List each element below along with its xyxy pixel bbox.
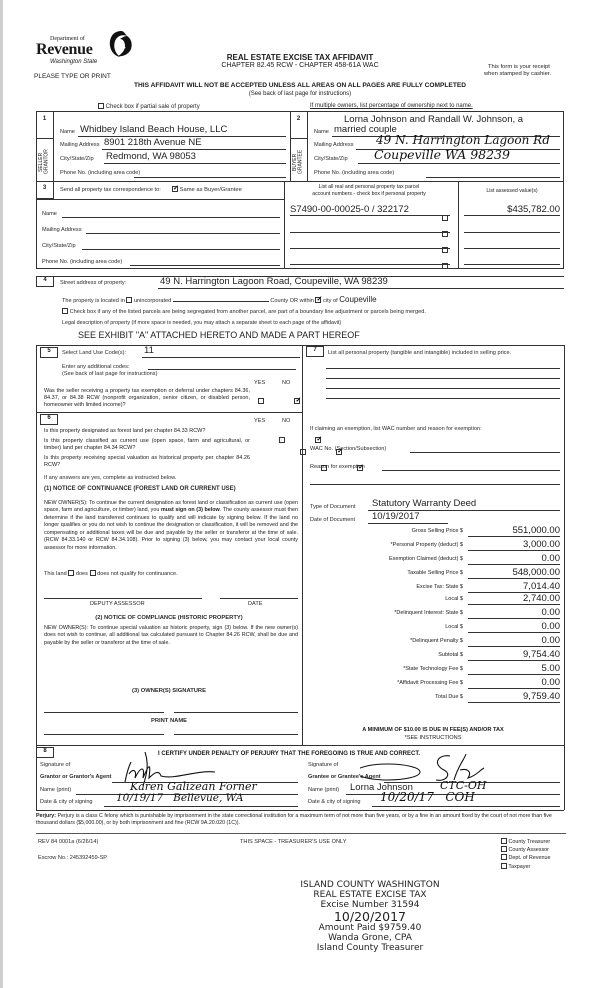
assessed-value-line xyxy=(464,264,560,265)
correspondence-mailing-line[interactable] xyxy=(86,233,280,234)
stamp-tax-type: REAL ESTATE EXCISE TAX xyxy=(313,890,427,900)
perjury-certification: I CERTIFY UNDER PENALTY OF PERJURY THAT THE FOREGOING IS TRUE AND CORRECT. xyxy=(158,751,421,757)
affidavit-processing-fee-field[interactable]: 0.00 xyxy=(468,677,560,689)
minimum-fee-note: A MINIMUM OF $10.00 IS DUE IN FEE(S) AND/OR TAX xyxy=(362,727,504,733)
seller-city-line xyxy=(104,163,286,164)
correspondence-city-label: City/State/Zip xyxy=(42,243,76,249)
buyer-city-label: City/State/Zip xyxy=(314,156,348,162)
gross-selling-price-field[interactable]: 551,000.00 xyxy=(468,525,560,537)
exemption-label: If claiming an exemption, list WAC number and reason for exemption: xyxy=(310,426,482,432)
does-qualify-checkbox[interactable] xyxy=(68,570,74,576)
grantor-date-line xyxy=(104,806,298,807)
dor-logo xyxy=(36,32,136,72)
county-blank[interactable] xyxy=(173,301,269,302)
lower-frame-left xyxy=(36,345,37,810)
county-assessor-checkbox[interactable] xyxy=(501,846,507,852)
assessed-value-line xyxy=(464,248,560,249)
same-as-buyer xyxy=(172,186,242,193)
partial-sale-checkbox[interactable] xyxy=(98,103,104,109)
section-5-no-header: NO xyxy=(282,380,291,386)
stamp-amount-paid: Amount Paid $9759.40 xyxy=(318,923,422,933)
section-1 xyxy=(36,111,290,181)
buyer-city-field[interactable]: Coupeville WA 98239 xyxy=(374,147,510,162)
please-type-or-print: PLEASE TYPE OR PRINT xyxy=(34,73,111,80)
additional-codes-line[interactable] xyxy=(148,369,296,370)
notice-continuance-text: NEW OWNER(S): To continue the current designation as forest land or classification as current use (open space, farm and agriculture, or timber) land, you must sign on (3) below. The county assessor must then determine if the land transferred continues to qualify and will indicate by signing below. If the land no longer qualifies or you do not wish to continue the designation or classification, it will be removed and the compensating or additional taxes will be due and payable by the seller or transferor at the time of sale. (RCW 84.33.140 or RCW 84.34.108). Prior to signing (3) below, you may contact your local county assessor for more information. xyxy=(44,500,298,551)
send-correspondence-label: Send all property tax correspondence to: xyxy=(60,187,161,193)
form-subtitle: CHAPTER 82.45 RCW - CHAPTER 458-61A WAC xyxy=(221,62,379,69)
buyer-phone-label: Phone No. (including area code) xyxy=(314,170,395,176)
assessed-value-line xyxy=(464,215,560,216)
section-7-number-box xyxy=(306,346,324,357)
scan-edge xyxy=(0,0,3,988)
exemption-reason-line-2[interactable] xyxy=(310,484,560,485)
segregated-row xyxy=(62,308,426,315)
treasurer-stamp xyxy=(270,880,470,953)
personal-property-label: List all personal property (tangible and intangible) included in selling price. xyxy=(328,350,512,356)
forest-land-no-checkbox[interactable] xyxy=(315,437,321,443)
section-8-top-line xyxy=(36,745,564,746)
unincorporated-checkbox[interactable] xyxy=(126,297,132,303)
section-6-number: 6 xyxy=(47,415,51,421)
legal-description-label: Legal description of property (if more space is needed, you may attach a separate sheet to each page of the affidavit) xyxy=(62,320,342,326)
section-3 xyxy=(36,181,284,269)
tax-row-delinquent-interest-local: Local $ 0.00 xyxy=(445,621,560,632)
current-use-question: Is this property classified as current use (open space, farm and agricultural, or timber) land per chapter 84.34 RCW? xyxy=(44,438,250,452)
grantor-date-label: Date & city of signing xyxy=(40,799,93,805)
grantee-date-city-field[interactable]: 10/20/17 COH xyxy=(380,790,475,804)
deputy-assessor-label: DEPUTY ASSESSOR xyxy=(90,601,145,607)
perjury-bottom-line xyxy=(36,833,566,834)
section-6-yes-header: YES xyxy=(254,418,266,424)
dor-swirl-logo-icon xyxy=(108,30,134,58)
personal-property-line[interactable] xyxy=(326,378,560,379)
assessed-value-field[interactable]: $435,782.00 xyxy=(507,204,560,215)
seller-phone-line xyxy=(134,177,286,178)
grantor-name-label: Name (print) xyxy=(40,787,72,793)
assessor-date-label: DATE xyxy=(248,601,263,607)
segregated-label: Check box if any of the listed parcels are being segregated from another parcel, are part of a boundary line adjustment or parcels being merged. xyxy=(69,309,426,315)
seller-phone-label: Phone No. (including area code) xyxy=(60,170,141,176)
wac-number-label: WAC No. (Section/Subsection) xyxy=(310,446,387,452)
distribution-item: Taxpayer xyxy=(501,863,550,871)
parcel-account-line xyxy=(290,248,450,249)
taxpayer-checkbox[interactable] xyxy=(501,863,507,869)
personal-property-line[interactable] xyxy=(326,388,560,389)
distribution-item: County Treasurer xyxy=(501,838,550,846)
section-6-top-line xyxy=(36,412,302,413)
perjury-label: Perjury: xyxy=(36,813,57,819)
parcel-header: List all real and personal property tax parcel account numbers - check box if personal property xyxy=(312,184,426,197)
parcel-row xyxy=(284,234,564,250)
tax-row-gross-selling-price: Gross Selling Price $ 551,000.00 xyxy=(411,525,560,536)
if-yes-instruction: If any answers are yes, complete as instructed below. xyxy=(44,475,177,481)
stamp-date: 10/20/2017 xyxy=(333,909,407,924)
taxable-selling-price-field[interactable]: 548,000.00 xyxy=(468,567,560,579)
additional-codes-note: (See back of last page for instructions) xyxy=(62,371,158,377)
grantee-name-note[interactable]: CTC-OH xyxy=(440,779,487,792)
tax-row-total-due: Total Due $ 9,759.40 xyxy=(435,691,560,702)
owner-signature-line-1[interactable] xyxy=(44,712,164,713)
buyer-mailing-field[interactable]: 49 N. Harrington Lagoon Rd xyxy=(376,133,550,147)
exemption-reason-label: Reason for exemption xyxy=(310,464,365,470)
county-treasurer-checkbox[interactable] xyxy=(501,838,507,844)
correspondence-phone-line[interactable] xyxy=(130,265,280,266)
city-checkbox[interactable] xyxy=(315,297,321,303)
correspondence-phone-label: Phone No. (including area code) xyxy=(42,259,123,265)
land-use-field[interactable]: 11 xyxy=(144,345,154,356)
seller-name-label: Name xyxy=(60,129,75,135)
buyer-name-field-line2[interactable]: married couple xyxy=(334,124,397,135)
partial-sale-label: Check box if partial sale of property xyxy=(105,104,200,110)
lower-frame-top xyxy=(36,345,564,346)
city-of-label: city of xyxy=(323,298,338,304)
owner-signature-title: (3) OWNER(S) SIGNATURE xyxy=(132,688,206,694)
notice-compliance-text: NEW OWNER(S): To continue special valuation as historic property, sign (3) below. If the new owner(s) does not wish to continue, all additional tax calculated pursuant to Chapter 84.26 RCW, shall be due and payable by the seller or transferor at the time of sale. xyxy=(44,625,298,646)
parcel-row xyxy=(284,250,564,266)
tax-row-delinquent-interest-state: *Delinquent Interest: State $ 0.00 xyxy=(394,607,560,618)
grantee-name-label: Name (print) xyxy=(308,787,340,793)
dept-revenue-checkbox[interactable] xyxy=(501,854,507,860)
distribution-item: Dept. of Revenue xyxy=(501,854,550,862)
buyer-phone-line xyxy=(426,177,560,178)
exemption-reason-line[interactable] xyxy=(382,470,560,471)
distribution-item: County Assessor xyxy=(501,846,550,854)
assessor-date-line[interactable] xyxy=(220,598,298,599)
correspondence-city-line[interactable] xyxy=(82,249,280,250)
multiple-owners-note: If multiple owners, list percentage of ownership next to name. xyxy=(310,103,473,109)
section-3-header-line xyxy=(36,199,284,200)
does-label: does xyxy=(75,571,88,577)
treasurer-use-only: THIS SPACE - TREASURER'S USE ONLY xyxy=(240,839,347,845)
seller-exemption-no-checkbox[interactable] xyxy=(294,398,300,404)
stamp-treasurer-name: Wanda Grone, CPA xyxy=(328,933,412,943)
does-not-qualify-label: does not qualify for continuance. xyxy=(97,571,178,577)
escrow-number: Escrow No.: 245392459-SP xyxy=(38,855,108,861)
distribution-list xyxy=(501,838,550,871)
excise-tax-local-field[interactable]: 2,740.00 xyxy=(468,593,560,605)
section-4-number-box xyxy=(36,276,54,287)
document-type-field[interactable]: Statutory Warranty Deed xyxy=(372,498,477,509)
section-2-number-cell xyxy=(290,111,308,139)
tax-row-affidavit-processing-fee: *Affidavit Processing Fee $ 0.00 xyxy=(397,677,560,688)
section-1-number: 1 xyxy=(42,116,47,122)
subtotal-field[interactable]: 9,754.40 xyxy=(468,649,560,661)
stamp-county: ISLAND COUNTY WASHINGTON xyxy=(300,880,440,890)
print-name-line-1[interactable] xyxy=(44,734,164,735)
excise-tax-state-field[interactable]: 7,014.40 xyxy=(468,581,560,593)
section-8-bottom-line xyxy=(36,810,564,811)
land-use-line xyxy=(142,357,300,358)
form-revision: REV 84 0001a (6/26/14) xyxy=(38,839,99,845)
section-2 xyxy=(290,111,564,181)
property-location-row xyxy=(62,295,377,304)
correspondence-name-label: Name xyxy=(42,211,57,217)
seller-exemption-question: Was the seller receiving a property tax exemption or deferral under chapters 84.36, 84.37, or 84.38 RCW (nonprofit organization, senior citizen, or disabled person, homeowner with limited income)? xyxy=(44,388,250,409)
legal-description-field[interactable]: SEE EXHIBIT "A" ATTACHED HERETO AND MADE A PART HEREOF xyxy=(78,330,360,340)
street-address-line xyxy=(158,288,564,289)
section-5-number: 5 xyxy=(47,348,51,354)
additional-codes-label: Enter any additional codes: xyxy=(62,364,130,370)
grantee-signature-label-2: Grantee or Grantee's Agent xyxy=(308,774,381,780)
perjury-text: Perjury is a class C felony which is punishable by imprisonment in the state correctional institution for a maximum term of not more than five years, or by a fine in an amount fixed by the court of not more than five thousand dollars ($5,000.00), or by both imprisonment and fine (RCW 9A.20.020 (1C)). xyxy=(36,813,552,827)
grantee-name-field[interactable]: Lorna Johnson xyxy=(350,782,413,793)
parcel-account-line xyxy=(290,232,450,233)
section-3-number-cell xyxy=(36,181,54,199)
grantee-date-line xyxy=(372,806,560,807)
receipt-note-1: This form is your receipt xyxy=(488,64,550,70)
parcel-account-line xyxy=(290,215,450,216)
grantor-signature-label-2: Grantor or Grantor's Agent xyxy=(40,774,112,780)
document-type-label: Type of Document xyxy=(310,504,356,510)
seller-mailing-line xyxy=(102,149,286,150)
see-instructions-note: *SEE INSTRUCTIONS xyxy=(404,735,462,741)
print-name-line-2[interactable] xyxy=(174,734,298,735)
tax-row-taxable-selling-price: Taxable Selling Price $ 548,000.00 xyxy=(407,567,560,578)
section-8-number-box xyxy=(36,747,54,758)
grantor-date-city-field[interactable]: 10/19/17 Bellevue, WA xyxy=(116,792,244,804)
buyer-name-field-line1[interactable]: Lorna Johnson and Randall W. Johnson, a xyxy=(344,114,524,125)
parcel-row xyxy=(284,201,564,217)
tax-row-state-technology-fee: *State Technology Fee $ 5.00 xyxy=(403,663,560,674)
segregated-checkbox[interactable] xyxy=(62,308,68,314)
land-use-label: Select Land Use Code(s): xyxy=(62,350,127,356)
lower-frame-right xyxy=(564,345,565,810)
deputy-assessor-line[interactable] xyxy=(44,598,202,599)
section-3-number: 3 xyxy=(42,185,47,191)
street-address-field[interactable]: 49 N. Harrington Lagoon Road, Coupeville, WA 98239 xyxy=(160,276,388,287)
parcel-account-line xyxy=(290,264,450,265)
current-use-yes-checkbox[interactable] xyxy=(300,449,306,455)
assessed-value-header: List assessed value(s) xyxy=(486,188,538,194)
delinquent-interest-local-field[interactable]: 0.00 xyxy=(468,621,560,633)
section-6-number-box xyxy=(40,414,58,425)
forest-land-yes-checkbox[interactable] xyxy=(279,437,285,443)
delinquent-interest-state-field[interactable]: 0.00 xyxy=(468,607,560,619)
wac-number-line[interactable] xyxy=(410,452,560,453)
correspondence-mailing-label: Mailing Address xyxy=(42,227,82,233)
grantee-date-label: Date & city of signing xyxy=(308,799,361,805)
grantee-signature-label-1: Signature of xyxy=(308,762,339,768)
delinquent-penalty-field[interactable]: 0.00 xyxy=(468,635,560,647)
city-of-field[interactable]: Coupeville xyxy=(339,295,377,304)
stamp-treasurer-title: Island County Treasurer xyxy=(316,943,424,953)
assessed-value-line xyxy=(464,232,560,233)
exemption-claimed-field[interactable]: 0.00 xyxy=(468,553,560,565)
grantor-name-field[interactable]: Karen Galizean Forner xyxy=(130,780,257,793)
seller-side-label-cell xyxy=(36,139,54,181)
stamp-excise-number: Excise Number 31594 xyxy=(320,900,420,910)
section-8-number: 8 xyxy=(43,748,47,754)
seller-city-label: City/State/Zip xyxy=(60,156,94,162)
section-7-number: 7 xyxy=(313,347,317,353)
buyer-grantee-label: BUYER GRANTEE xyxy=(292,149,304,175)
form-title: REAL ESTATE EXCISE TAX AFFIDAVIT xyxy=(226,53,374,62)
tax-row-delinquent-penalty: *Delinquent Penalty $ 0.00 xyxy=(410,635,560,646)
this-land-label: This land xyxy=(44,571,67,577)
total-due-field[interactable]: 9,759.40 xyxy=(468,691,560,703)
seller-grantor-label: SELLER GRANTOR xyxy=(38,149,50,175)
tax-row-personal-property: *Personal Property (deduct) $ 3,000.00 xyxy=(390,539,560,550)
same-as-buyer-label: Same as Buyer/Grantee xyxy=(179,187,242,193)
personal-property-deduct-field[interactable]: 3,000.00 xyxy=(468,539,560,551)
seller-mailing-label: Mailing Address xyxy=(60,142,100,148)
section-6-no-header: NO xyxy=(282,418,291,424)
section-1-number-cell xyxy=(36,111,54,139)
receipt-note-2: when stamped by cashier. xyxy=(484,71,552,77)
historical-property-question: Is this property receiving special valuation as historical property per chapter 84.26 RCW? xyxy=(44,455,250,469)
warning-banner: THIS AFFIDAVIT WILL NOT BE ACCEPTED UNLESS ALL AREAS ON ALL PAGES ARE FULLY COMPLETED xyxy=(133,82,467,89)
notice-compliance-title: (2) NOTICE OF COMPLIANCE (HISTORIC PROPERTY) xyxy=(95,615,243,621)
see-back-note: (See back of last page for instructions) xyxy=(248,91,352,97)
county-or-within-label: County OR within xyxy=(270,298,314,304)
document-date-field[interactable]: 10/19/2017 xyxy=(372,511,420,522)
grantor-signature-label-1: Signature of xyxy=(40,762,71,768)
buyer-side-label-cell xyxy=(290,139,308,181)
buyer-mailing-label: Mailing Address xyxy=(314,142,354,148)
logo-dept-of: Department of xyxy=(50,36,85,42)
located-in-label: The property is located in xyxy=(62,298,125,304)
tax-row-exemption-claimed: Exemption Claimed (deduct) $ 0.00 xyxy=(389,553,560,564)
tax-row-excise-state: Excise Tax: State $ 7,014.40 xyxy=(416,581,560,592)
section-2-number: 2 xyxy=(296,116,301,122)
section-4-number: 4 xyxy=(43,277,47,283)
seller-name-field[interactable]: Whidbey Island Beach House, LLC xyxy=(80,124,228,135)
does-not-qualify-checkbox[interactable] xyxy=(90,570,96,576)
unincorporated-label: unincorporated xyxy=(133,298,172,304)
tax-row-excise-local: Local $ 2,740.00 xyxy=(445,593,560,604)
qualify-row xyxy=(44,570,178,577)
logo-state: Washington State xyxy=(50,59,98,65)
seller-city-field[interactable]: Redmond, WA 98053 xyxy=(106,151,196,162)
parcel-row xyxy=(284,218,564,234)
street-address-label: Street address of property: xyxy=(60,280,127,286)
state-technology-fee-field[interactable]: 5.00 xyxy=(468,663,560,675)
parcel-list xyxy=(284,181,564,269)
document-date-line xyxy=(368,523,448,524)
owner-signature-line-2[interactable] xyxy=(174,712,298,713)
buyer-city-line xyxy=(358,163,560,164)
document-date-label: Date of Document xyxy=(310,517,356,523)
correspondence-name-line[interactable] xyxy=(62,217,280,218)
print-name-label: PRINT NAME xyxy=(150,718,188,724)
tax-row-subtotal: Subtotal $ 9,754.40 xyxy=(438,649,560,660)
personal-property-line[interactable] xyxy=(326,368,560,369)
partial-sale xyxy=(98,103,200,110)
seller-exemption-yes-checkbox[interactable] xyxy=(258,398,264,404)
notice-continuance-title: (1) NOTICE OF CONTINUANCE (FOREST LAND OR CURRENT USE) xyxy=(44,486,236,492)
section-5-yes-header: YES xyxy=(254,380,266,386)
logo-revenue: Revenue xyxy=(36,41,93,58)
personal-property-line[interactable] xyxy=(326,398,560,399)
section-5-number-box xyxy=(40,347,58,358)
parcel-account-field[interactable]: S7490-00-00025-0 / 322172 xyxy=(290,204,409,215)
same-as-buyer-checkbox[interactable] xyxy=(172,186,178,192)
forest-land-question: Is this property designated as forest land per chapter 84.33 RCW? xyxy=(44,428,206,434)
seller-mailing-field[interactable]: 8901 218th Avenue NE xyxy=(104,137,202,148)
perjury-note xyxy=(36,813,566,827)
buyer-name-label: Name xyxy=(314,129,329,135)
